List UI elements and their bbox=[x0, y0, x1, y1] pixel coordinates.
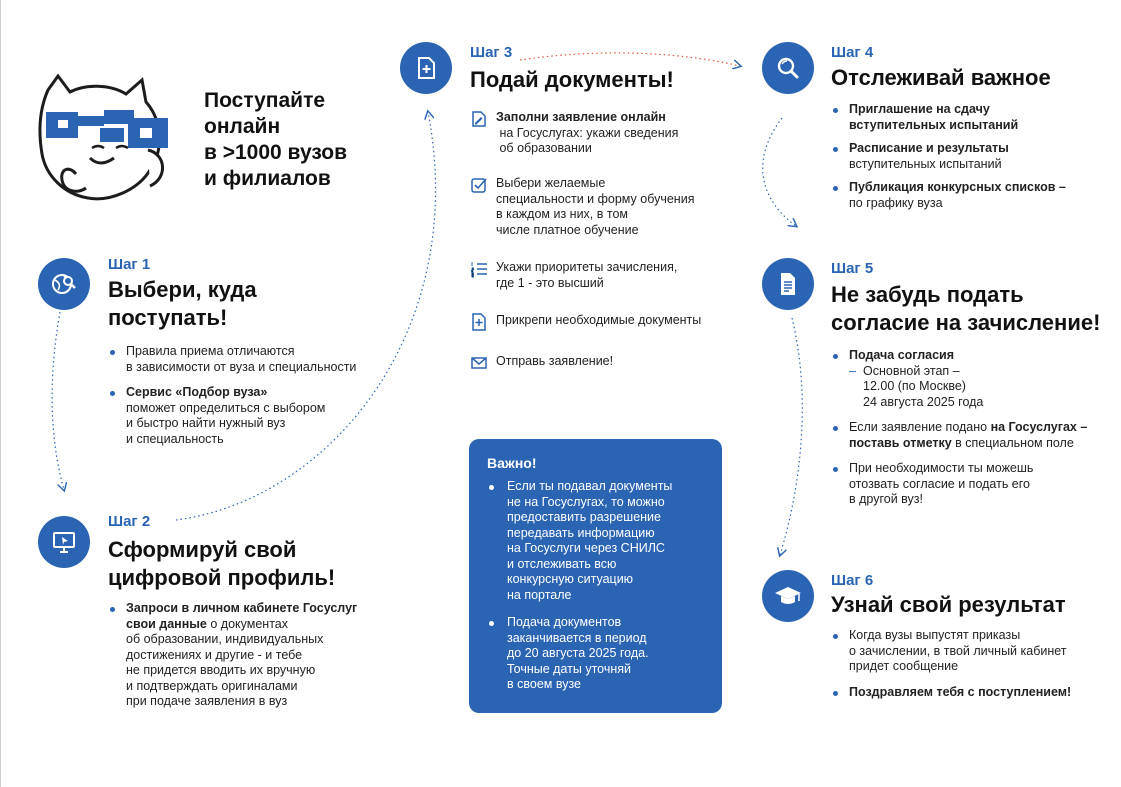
computer-monitor-icon bbox=[38, 516, 90, 568]
step6-list bbox=[831, 628, 1106, 710]
list-item: Приглашение на сдачу вступительных испытаний bbox=[831, 102, 1101, 133]
step5-title: Не забудь подать согласие на зачисление! bbox=[831, 282, 1101, 335]
list-item: Поздравляем тебя с поступлением! bbox=[831, 685, 1106, 701]
step5-label: Шаг 5 bbox=[831, 260, 874, 277]
arrow-step3-to-step4 bbox=[520, 53, 740, 66]
pencil-doc-icon bbox=[470, 110, 496, 157]
list-item: Публикация конкурсных списков – по графику вуза bbox=[831, 180, 1101, 211]
list-item: Когда вузы выпустят приказы о зачислении, в твой личный кабинет придет сообщение bbox=[831, 628, 1106, 675]
plus-square-icon bbox=[470, 313, 496, 336]
arrow-step1-to-step2 bbox=[52, 312, 64, 490]
step1-label: Шаг 1 bbox=[108, 256, 151, 273]
step4-list bbox=[831, 102, 1101, 221]
step2-list bbox=[108, 601, 378, 720]
step6-title: Узнай свой результат bbox=[831, 592, 1066, 617]
step3-list bbox=[470, 108, 740, 378]
step3-title: Подай документы! bbox=[470, 67, 674, 92]
important-title: Важно! bbox=[487, 455, 537, 471]
important-box bbox=[469, 439, 722, 713]
globe-search-icon bbox=[38, 258, 90, 310]
document-lines-icon bbox=[762, 258, 814, 310]
list-item: Подача документов заканчивается в период до 20 августа 2025 года. Точные даты уточняй в своем вузе bbox=[487, 615, 704, 693]
checkbox-icon bbox=[470, 176, 496, 238]
arrow-step4-to-step5 bbox=[763, 118, 796, 226]
list-item: Заполни заявление онлайн на Госуслугах: укажи сведения об образовании bbox=[470, 110, 678, 157]
add-document-icon bbox=[400, 42, 452, 94]
step5-list bbox=[831, 348, 1101, 518]
step3-label: Шаг 3 bbox=[470, 44, 513, 61]
mascot-illustration bbox=[30, 70, 180, 210]
step1-list bbox=[108, 344, 388, 457]
list-item: Если заявление подано на Госуслугах – поставь отметку в специальном поле bbox=[831, 420, 1101, 451]
important-list bbox=[487, 479, 704, 693]
step2-title: Сформируй свой цифровой профиль! bbox=[108, 537, 336, 590]
list-item: Если ты подавал документы не на Госуслугах, то можно предоставить разрешение передавать информацию на Госуслуги через СНИЛС и отслеживать всю конкурсную ситуацию на портале bbox=[487, 479, 704, 603]
list-item: Подача согласия – Основной этап – 12.00 (по Москве) 24 августа 2025 года bbox=[831, 348, 1101, 410]
list-item: Отправь заявление! bbox=[470, 354, 613, 377]
list-item: Укажи приоритеты зачисления, где 1 - это высший bbox=[470, 260, 677, 291]
numbered-list-icon bbox=[470, 260, 496, 291]
step1-title: Выбери, куда поступать! bbox=[108, 277, 257, 330]
arrow-step5-to-step6 bbox=[780, 318, 802, 555]
list-item: Запроси в личном кабинете Госуслуг свои данные о документах об образовании, индивидуальных достижениях и другие - и тебе не придется вводить их вручную и подтверждать оригиналами при подаче заявления в вуз bbox=[108, 601, 378, 710]
list-item: Сервис «Подбор вуза» поможет определиться с выбором и быстро найти нужный вуз и специальность bbox=[108, 385, 388, 447]
step2-label: Шаг 2 bbox=[108, 513, 151, 530]
list-item: Правила приема отличаются в зависимости от вуза и специальности bbox=[108, 344, 388, 375]
list-item: Выбери желаемые специальности и форму обучения в каждом из них, в том числе платное обучение bbox=[470, 176, 694, 238]
step6-label: Шаг 6 bbox=[831, 572, 874, 589]
step4-label: Шаг 4 bbox=[831, 44, 874, 61]
graduation-cap-icon bbox=[762, 570, 814, 622]
list-item: При необходимости ты можешь отозвать согласие и подать его в другой вуз! bbox=[831, 461, 1101, 508]
step4-title: Отслеживай важное bbox=[831, 65, 1051, 90]
hero-title: Поступайте онлайн в >1000 вузов и филиалов bbox=[204, 89, 348, 190]
list-item: Прикрепи необходимые документы bbox=[470, 313, 701, 336]
envelope-icon bbox=[470, 354, 496, 377]
magnifier-icon bbox=[762, 42, 814, 94]
list-item: Расписание и результаты вступительных испытаний bbox=[831, 141, 1101, 172]
